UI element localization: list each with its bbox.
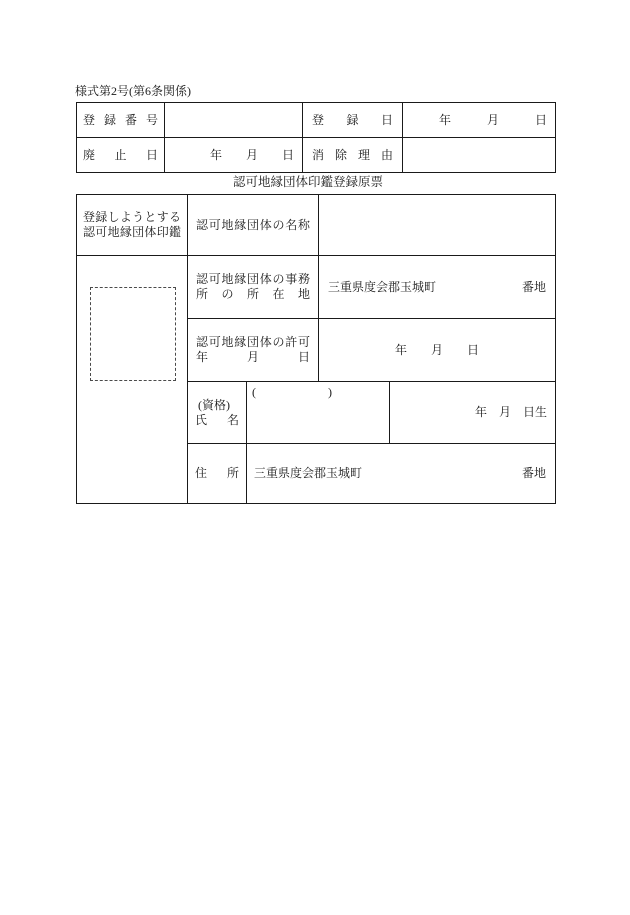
form-number-label: 様式第2号(第6条関係) [75,84,191,98]
name-label: 氏名 [195,412,239,427]
address-value: 三重県度会郡玉城町 [254,466,363,480]
representative-label-cell [188,382,247,444]
abolition-date-label: 廃止日 [77,138,165,172]
seal-impression-cell [77,256,188,503]
status-table [76,102,556,173]
name-value-cell [247,382,390,444]
office-address-banchi-suffix: 番地 [521,279,546,294]
deletion-reason-value-cell [403,138,555,172]
address-value-cell [247,444,555,503]
office-address-value: 三重県度会郡玉城町 [328,279,437,294]
registration-date-value: 年 月 日 [403,103,555,138]
seal-impression-box [90,287,176,381]
abolition-date-value: 年 月 日 [165,138,303,172]
permission-date-value: 年 月 日 [319,319,555,382]
office-address-value-cell [319,256,555,319]
office-address-label: 認可地縁団体の事務所の所在地 [188,256,319,319]
seal-section-label: 登録しようとする認可地縁団体印鑑 [77,195,188,256]
address-banchi-suffix: 番地 [521,466,546,480]
name-field-parens: ( ) [252,385,332,399]
qualification-label: (資格) [198,397,230,412]
seal-registration-table [76,194,556,504]
registration-date-label: 登録日 [303,103,403,138]
organization-name-value-cell [319,195,555,256]
registration-number-label: 登録番号 [77,103,165,138]
address-label: 住所 [188,444,247,503]
permission-date-label: 認可地縁団体の許可年月日 [188,319,319,382]
registration-number-value-cell [165,103,303,138]
deletion-reason-label: 消除理由 [303,138,403,172]
birthdate-value: 年 月 日生 [390,382,555,444]
document-title: 認可地縁団体印鑑登録原票 [232,175,383,189]
organization-name-label: 認可地縁団体の名称 [188,195,319,256]
